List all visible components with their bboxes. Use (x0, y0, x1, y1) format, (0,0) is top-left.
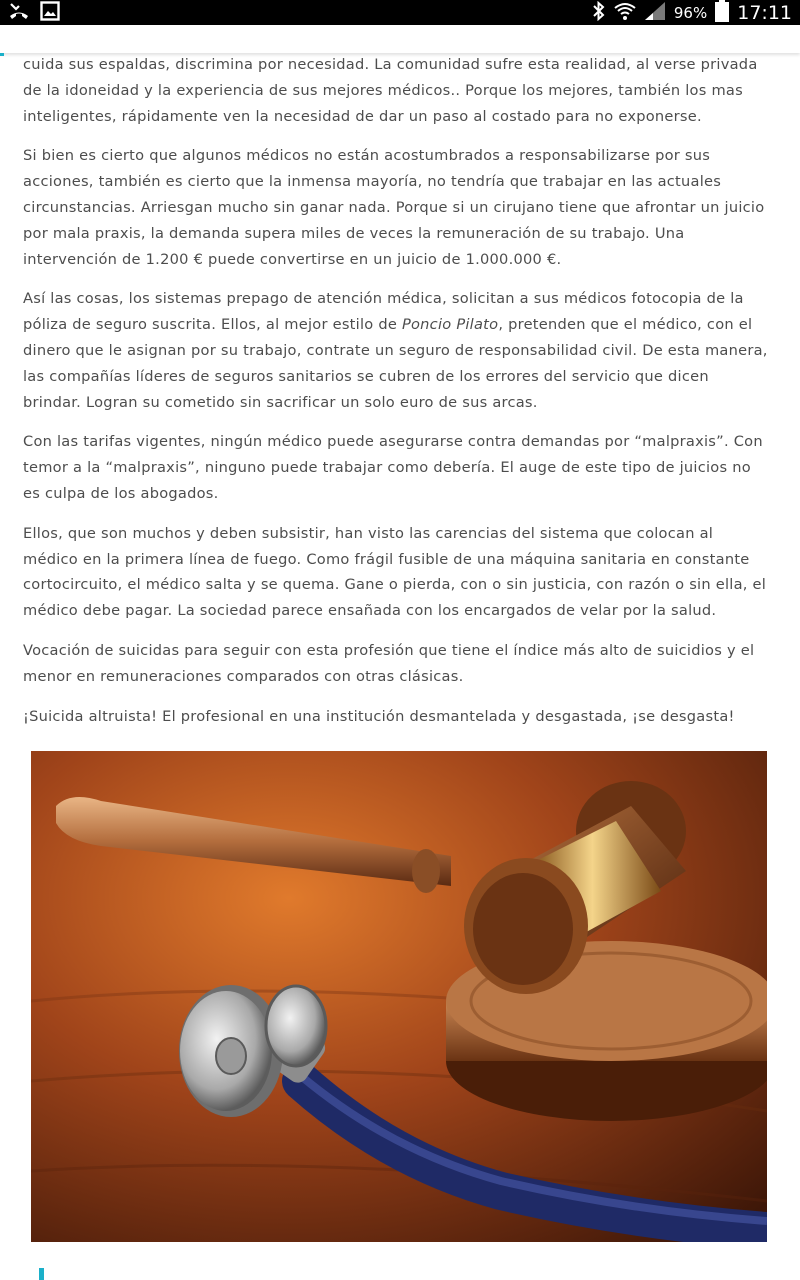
battery-percent: 96% (673, 3, 708, 22)
section-accent-bar (39, 1268, 44, 1280)
paragraph-3-end: , pretenden que el médico, con el dinero que le asignan por su trabajo, contrate un seguro de responsabilidad civil. De esta manera, las compañías líderes de seguros sanitarios se cubren de los errores del servicio que dicen brindar. Logran su cometido sin sacrificar un solo euro de sus arcas. (23, 316, 768, 411)
wifi-icon (614, 1, 636, 25)
paragraph-5: Ellos, que son muchos y deben subsistir, han visto las carencias del sistema que colocan al médico en la primera línea de fuego. Como frágil fusible de una máquina sanitaria en constante cortocircuito, el médico salta y se quema. Gane o pierda, con o sin justicia, con razón o sin ella, el médico debe pagar. La sociedad parece ensañada con los encargados de velar por la salud. (23, 524, 767, 620)
paragraph-7: ¡Suicida altruista! El profesional en una institución desmantelada y desgastada, ¡se desgasta! (23, 707, 735, 725)
paragraph-6: Vocación de suicidas para seguir con esta profesión que tiene el índice más alto de suicidios y el menor en remuneraciones comparados con otras clásicas. (23, 641, 755, 685)
article-image[interactable] (31, 751, 767, 1242)
clock: 17:11 (737, 1, 792, 24)
signal-icon (644, 1, 666, 25)
battery-icon (715, 0, 729, 26)
paragraph-3-start: Así las cosas, los sistemas prepago de atención médica, solicitan a sus médicos fotocopia de la póliza de seguro suscrita. Ellos, al mejor estilo de (23, 290, 744, 334)
status-bar (0, 0, 800, 25)
article-body (23, 52, 768, 743)
paragraph-3 (23, 286, 768, 415)
poncio-pilato-emphasis: Poncio Pilato (401, 316, 499, 334)
browser-header (0, 25, 800, 53)
bluetooth-icon (592, 1, 606, 25)
paragraph-1: cuida sus espaldas, discrimina por necesidad. La comunidad sufre esta realidad, al verse privada de la idoneidad y la experiencia de sus mejores médicos.. Porque los mejores, también los mas inteligentes, rápidamente ven la necesidad de dar un paso al costado para no exponerse. (23, 56, 758, 125)
gavel-and-stethoscope-photo (31, 751, 767, 1242)
accent-mark (0, 53, 4, 56)
paragraph-2: Si bien es cierto que algunos médicos no están acostumbrados a responsabilizarse por sus acciones, también es cierto que la inmensa mayoría, no tendría que trabajar en las actuales circunstancias. Arriesgan mucho sin ganar nada. Porque si un cirujano tiene que afrontar un juicio por mala praxis, la demanda supera miles de veces la remuneración de su trabajo. Una intervención de 1.200 € puede convertirse en un juicio de 1.000.000 €. (23, 147, 765, 268)
paragraph-4: Con las tarifas vigentes, ningún médico puede asegurarse contra demandas por “malpraxis”. Con temor a la “malpraxis”, ninguno puede trabajar como debería. El auge de este tipo de juicios no es culpa de los abogados. (23, 433, 763, 502)
missed-call-icon (8, 1, 30, 25)
image-icon (40, 1, 60, 25)
